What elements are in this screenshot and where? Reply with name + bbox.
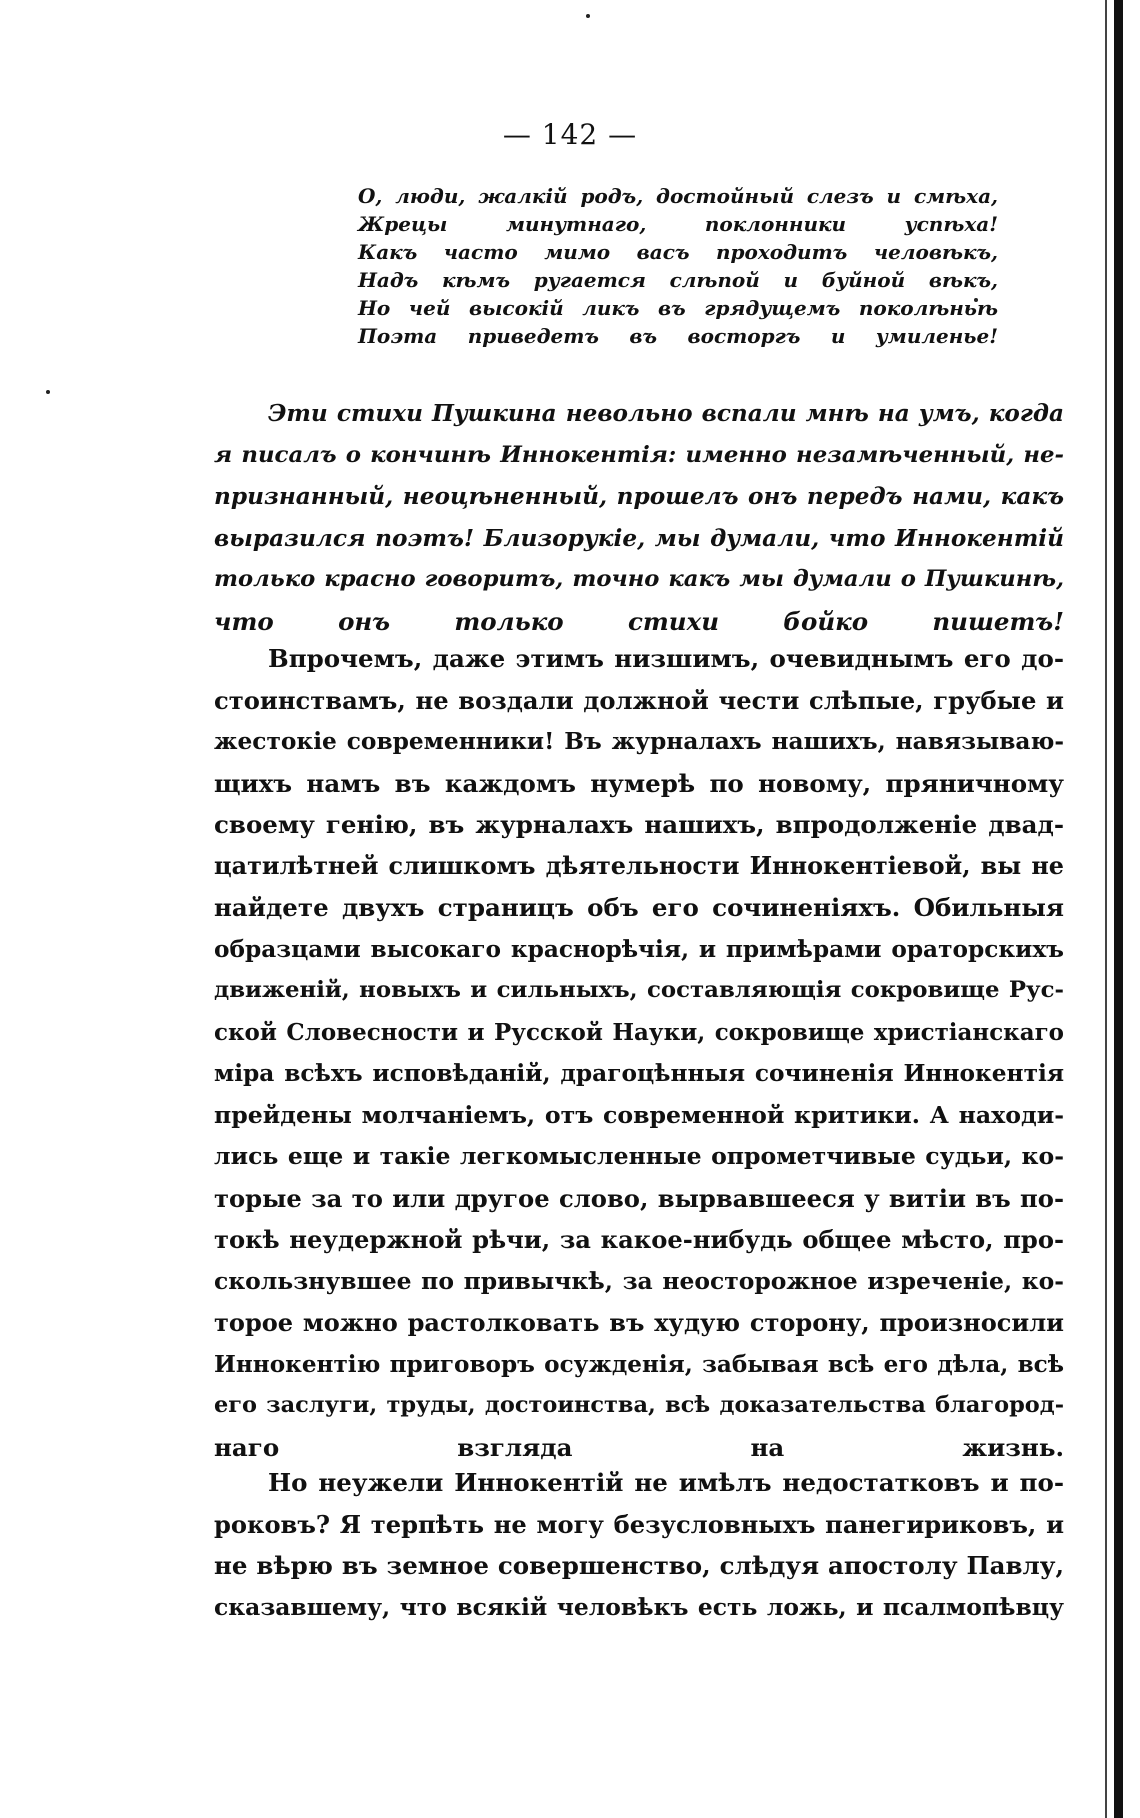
text-line: что онъ только стихи бойко пишетъ! (214, 606, 1064, 636)
text-line: его заслуги, труды, достоинства, всѣ доказательства благород- (214, 1392, 1064, 1418)
text-line: движеній, новыхъ и сильныхъ, составляющія сокровище Рус- (214, 977, 1064, 1003)
page-edge-shadow (1105, 0, 1107, 1818)
text-line: сказавшему, что всякій человѣкъ есть ложь, и псалмопѣвцу (214, 1592, 1064, 1621)
text-line: прейдены молчаніемъ, отъ современной критики. А находи- (214, 1100, 1064, 1129)
text-line: только красно говоритъ, точно какъ мы думали о Пушкинѣ, (214, 566, 1064, 592)
poem-line: О, люди, жалкій родъ, достойный слезъ и смѣха, (358, 184, 998, 208)
poem-line: Жрецы минутнаго, поклонники успѣха! (358, 212, 998, 236)
text-line: торые за то или другое слово, вырвавшееся у витіи въ по- (214, 1183, 1064, 1213)
text-line: наго взгляда на жизнь. (214, 1432, 1064, 1462)
poem-line: Надъ кѣмъ ругается слѣпой и буйной вѣкъ, (358, 268, 998, 292)
text-line: образцами высокаго краснорѣчія, и примѣрами ораторскихъ (214, 935, 1064, 963)
text-line: признанный, неоцѣненный, прошелъ онъ передъ нами, какъ (214, 483, 1064, 510)
text-line: я писалъ о кончинѣ Иннокентія: именно незамѣченный, не- (214, 441, 1064, 468)
text-line: не вѣрю въ земное совершенство, слѣдуя апостолу Павлу, (214, 1551, 1064, 1580)
paragraph-italic-commentary (214, 393, 1064, 642)
text-line: найдете двухъ страницъ объ его сочиненіяхъ. Обильныя (214, 893, 1064, 922)
paragraph-body (214, 1462, 1064, 1628)
poem-line: Но чей высокій ликъ въ грядущемъ поколѣньѣ (358, 296, 998, 320)
text-line: щихъ намъ въ каждомъ нумерѣ по новому, пряничному (214, 768, 1064, 798)
text-line: Иннокентію приговоръ осужденія, забывая всѣ его дѣла, всѣ (214, 1350, 1064, 1378)
text-line: Эти стихи Пушкина невольно вспали мнѣ на умъ, когда (268, 400, 1064, 427)
text-line: цатилѣтней слишкомъ дѣятельности Иннокентіевой, вы не (214, 851, 1064, 880)
text-line: лись еще и такіе легкомысленные опрометчивые судьи, ко- (214, 1142, 1064, 1170)
text-line: Но неужели Иннокентій не имѣлъ недостатковъ и по- (268, 1468, 1064, 1497)
text-line: скользнувшее по привычкѣ, за неосторожное изреченіе, ко- (214, 1266, 1064, 1295)
page-number: — 142 — (502, 118, 638, 151)
text-line: стоинствамъ, не воздали должной чести слѣпые, грубые и (214, 685, 1064, 715)
page-edge-binding (1114, 0, 1123, 1818)
poem-line: Какъ часто мимо васъ проходитъ человѣкъ, (358, 240, 998, 264)
text-line: торое можно растолковать въ худую сторону, произносили (214, 1308, 1064, 1337)
text-line: своему генію, въ журналахъ нашихъ, впродолженіе двад- (214, 810, 1064, 839)
text-line: жестокіе современники! Въ журналахъ нашихъ, навязываю- (214, 728, 1064, 755)
text-line: выразился поэтъ! Близорукіе, мы думали, что Иннокентій (214, 524, 1064, 552)
text-line: Впрочемъ, даже этимъ низшимъ, очевиднымъ его до- (268, 644, 1064, 673)
scan-speck (586, 14, 590, 18)
text-line: роковъ? Я терпѣть не могу безусловныхъ панегириковъ, и (214, 1509, 1064, 1539)
paragraph-body (214, 638, 1064, 1468)
text-line: міра всѣхъ исповѣданій, драгоцѣнныя сочиненія Иннокентія (214, 1060, 1064, 1087)
text-line: ской Словесности и Русской Науки, сокровище христіанскаго (214, 1018, 1064, 1046)
scan-speck (46, 390, 50, 394)
poem-line: Поэта приведетъ въ восторгъ и умиленье! (358, 324, 998, 348)
text-line: токѣ неудержной рѣчи, за какое-нибудь общее мѣсто, про- (214, 1225, 1064, 1254)
poem-epigraph (358, 182, 998, 350)
